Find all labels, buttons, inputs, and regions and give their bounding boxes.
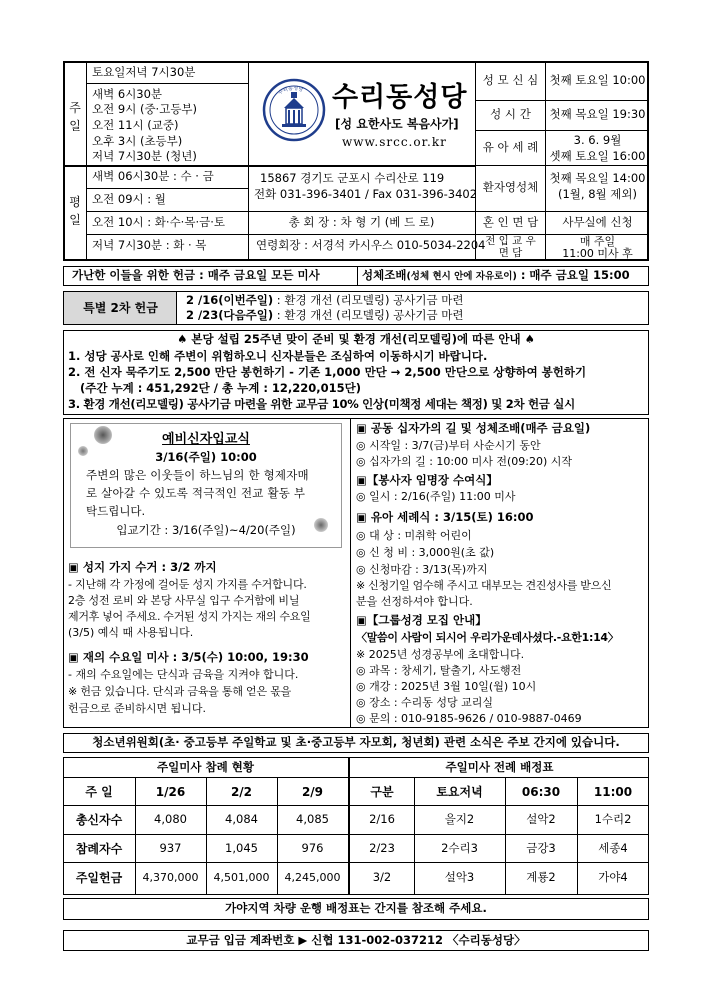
account-footer: 교무금 입금 계좌번호 ▶ 신협 131-002-037212 〈수리동성당〉 bbox=[186, 933, 526, 947]
sunday-mass-0: 토요일저녁 7시30분 bbox=[92, 65, 196, 79]
right-notice-0-line-0: ◎ 시작일 : 3/7(금)부터 사순시기 동안 bbox=[356, 439, 541, 452]
left-notice-0-line-1: 2층 성전 로비 와 본당 사무실 입구 수거함에 비닐 bbox=[68, 594, 300, 607]
youth-notice: 청소년위원회(초· 중고등부 주일학교 및 초·중고등부 자모회, 청년회) 관련 소식은 주보 간지에 있습니다. bbox=[92, 735, 620, 749]
right-notice-3-line-3: ◎ 개강 : 2025년 3월 10일(월) 10시 bbox=[356, 680, 537, 693]
right-value-4: 사무실에 신청 bbox=[562, 215, 633, 229]
weekday-mass-0: 새벽 06시30분 : 수 · 금 bbox=[92, 169, 214, 183]
right-notice-2-line-1: ◎ 신 청 비 : 3,000원(초 값) bbox=[356, 546, 495, 559]
sch-row-2-c0: 3/2 bbox=[372, 870, 392, 884]
sch-row-1-c0: 2/23 bbox=[369, 841, 395, 855]
sch-row-1-c1: 2수리3 bbox=[441, 841, 478, 855]
sunday-mass-5: 저녁 7시30분 (청년) bbox=[92, 149, 197, 163]
sunday-label-1: 주 bbox=[69, 101, 81, 115]
right-label-4: 혼 인 면 담 bbox=[482, 215, 539, 229]
special-text-0: : 환경 개선 (리모델링) 공사기금 마련 bbox=[273, 293, 464, 307]
catechumen-body-1: 로 살아갈 수 있도록 적극적인 전교 활동 부 bbox=[86, 486, 306, 500]
schedule-title: 주일미사 전례 배정표 bbox=[445, 760, 554, 774]
right-notice-title-0: ▣ 공동 십자가의 길 및 성체조배(매주 금요일) bbox=[356, 421, 591, 435]
sch-head-2: 06:30 bbox=[521, 785, 561, 799]
notice-item-1: 1. 성당 공사로 인해 주변이 위험하오니 신자분들은 조심하여 이동하시기 바랍니다. bbox=[68, 349, 488, 363]
left-notice-0-line-2: 제거후 넣어 주세요. 수거된 성지 가지는 재의 수요일 bbox=[68, 610, 311, 623]
weekday-mass-2: 오전 10시 : 화·수·목·금·토 bbox=[92, 215, 225, 229]
notice-item-2-sub: (주간 누계 : 451,292단 / 총 누계 : 12,220,015단) bbox=[80, 381, 362, 395]
right-label-3: 환자영성체 bbox=[482, 180, 539, 194]
catechumen-title: 예비신자입교식 bbox=[162, 432, 250, 447]
sch-row-1-c3: 세종4 bbox=[598, 841, 628, 855]
right-notice-1-line-0: ◎ 일시 : 2/16(주일) 11:00 미사 bbox=[356, 490, 516, 503]
att-row-0-c1: 4,080 bbox=[154, 812, 187, 826]
att-row-1-label: 참례자수 bbox=[75, 842, 123, 856]
right-value-5: 매 주일 bbox=[579, 235, 616, 248]
parish-subtitle: [성 요한사도 복음사가] bbox=[335, 117, 459, 131]
association: 연령회장 : 서경석 카시우스 010-5034-2204 bbox=[256, 238, 486, 252]
attendance-title: 주일미사 참례 현황 bbox=[157, 760, 254, 774]
att-row-1-c1: 937 bbox=[159, 841, 182, 855]
adoration-suffix: : 매주 금요일 15:00 bbox=[516, 268, 630, 282]
right-value-5b: 11:00 미사 후 bbox=[562, 247, 633, 260]
right-label-5b: 면 담 bbox=[498, 247, 523, 259]
right-notice-2-line-0: ◎ 대 상 : 미취학 어린이 bbox=[356, 529, 472, 542]
address: 15867 경기도 군포시 수리산로 119 bbox=[260, 171, 445, 185]
right-notice-2-line-4: 분을 선정하셔야 합니다. bbox=[356, 595, 473, 608]
sch-row-0-c3: 1수리2 bbox=[594, 812, 632, 826]
att-row-0-c2: 4,084 bbox=[225, 812, 258, 826]
special-date-0: 2 /16(이번주일) bbox=[186, 293, 274, 307]
sunday-mass-2: 오전 9시 (중·고등부) bbox=[92, 102, 198, 116]
sch-row-0-c2: 설악2 bbox=[526, 812, 556, 826]
sunday-mass-3: 오전 11시 (교중) bbox=[92, 118, 179, 132]
right-notice-0-line-1: ◎ 십자가의 길 : 10:00 미사 전(09:20) 시작 bbox=[356, 455, 573, 468]
att-row-2-c3: 4,245,000 bbox=[284, 871, 341, 884]
att-row-0-label: 총신자수 bbox=[75, 813, 123, 827]
right-notice-2-line-2: ◎ 신청마감 : 3/13(목)까지 bbox=[356, 563, 488, 576]
att-head-0: 주 일 bbox=[85, 785, 113, 799]
pastor: 총 회 장 : 차 형 기 (베 드 로) bbox=[288, 215, 435, 229]
att-row-0-c3: 4,085 bbox=[296, 812, 329, 826]
left-notice-title-0: ▣ 성지 가지 수거 : 3/2 까지 bbox=[68, 560, 217, 574]
website[interactable]: www.srcc.or.kr bbox=[342, 135, 447, 149]
weekday-mass-1: 오전 09시 : 월 bbox=[92, 192, 166, 206]
catechumen-date: 3/16(주일) 10:00 bbox=[155, 450, 257, 464]
right-value-3: 첫째 목요일 14:00 bbox=[549, 171, 646, 185]
left-notice-0-line-3: (3/5) 예식 때 사용됩니다. bbox=[68, 626, 194, 639]
right-notice-2-line-3: ※ 신청기일 엄수해 주시고 대부모는 견진성사를 받으신 bbox=[356, 579, 612, 592]
right-notice-title-3: ▣【그룹성경 모집 안내】 bbox=[356, 613, 487, 627]
catechumen-body-2: 탁드립니다. bbox=[86, 504, 146, 518]
church-logo bbox=[262, 78, 326, 142]
right-label-1: 성 시 간 bbox=[490, 107, 531, 121]
sch-row-2-c3: 가야4 bbox=[598, 870, 628, 884]
right-value-3b: (1월, 8월 제외) bbox=[557, 187, 637, 201]
att-row-1-c2: 1,045 bbox=[225, 841, 258, 855]
right-notice-3-line-4: ◎ 장소 : 수리동 성당 교리실 bbox=[356, 696, 494, 709]
adoration-small: (성체 현시 안에 자유로이) bbox=[406, 271, 517, 282]
sunday-label-2: 일 bbox=[69, 119, 81, 133]
att-row-2-label: 주일헌금 bbox=[75, 871, 123, 885]
sch-row-1-c2: 금강3 bbox=[526, 841, 556, 855]
left-notice-1-line-1: ※ 헌금 있습니다. 단식과 금육을 통해 얻은 몫을 bbox=[68, 685, 292, 698]
vehicle-notice: 가야지역 차량 운행 배정표는 간지를 참조해 주세요. bbox=[225, 901, 487, 915]
left-notice-title-1: ▣ 재의 수요일 미사 : 3/5(수) 10:00, 19:30 bbox=[68, 650, 309, 664]
adoration-prefix: 성체조배 bbox=[362, 268, 407, 282]
att-row-2-c2: 4,501,000 bbox=[213, 871, 270, 884]
weekday-mass-3: 저녁 7시30분 : 화 · 목 bbox=[92, 238, 207, 252]
right-notice-title-1: ▣【봉사자 임명장 수여식】 bbox=[356, 473, 498, 487]
att-head-1: 1/26 bbox=[155, 785, 186, 799]
special-text-1: : 환경 개선 (리모델링) 공사기금 마련 bbox=[273, 308, 464, 322]
right-label-5: 전 입 교 우 bbox=[485, 235, 536, 247]
att-head-3: 2/9 bbox=[301, 785, 324, 799]
sunday-mass-1: 새벽 6시30분 bbox=[92, 87, 163, 101]
sch-head-1: 토요저녁 bbox=[436, 785, 483, 799]
adoration-notice bbox=[362, 270, 630, 282]
left-notice-1-line-0: - 재의 수요일에는 단식과 금육을 지켜야 합니다. bbox=[68, 668, 299, 681]
notice-item-2: 2. 전 신자 묵주기도 2,500 만단 봉헌하기 - 기존 1,000 만단 → 2,500 만단으로 상향하여 봉헌하기 bbox=[68, 365, 587, 379]
sch-row-0-c1: 을지2 bbox=[444, 812, 475, 826]
right-value-1: 첫째 목요일 19:30 bbox=[549, 107, 646, 121]
weekday-label-1: 평 bbox=[69, 195, 81, 209]
sch-row-2-c2: 계룡2 bbox=[526, 870, 556, 884]
right-value-2: 3. 6. 9월 bbox=[573, 133, 622, 147]
notice-title: ♠ 본당 설립 25주년 맞이 준비 및 환경 개선(리모델링)에 따른 안내 ♠ bbox=[177, 332, 535, 346]
att-head-2: 2/2 bbox=[230, 785, 253, 799]
right-value-2b: 셋째 토요일 16:00 bbox=[549, 149, 646, 163]
right-label-0: 성 모 신 심 bbox=[482, 73, 539, 87]
special-row-0 bbox=[186, 295, 463, 307]
right-notice-title-2: ▣ 유아 세례식 : 3/15(토) 16:00 bbox=[356, 510, 534, 524]
att-row-1-c3: 976 bbox=[301, 841, 324, 855]
weekday-label-2: 일 bbox=[69, 213, 81, 227]
sunday-mass-4: 오후 3시 (초등부) bbox=[92, 134, 183, 148]
sch-row-0-c0: 2/16 bbox=[369, 812, 395, 826]
special-row-1 bbox=[186, 310, 463, 322]
phone: 전화 031-396-3401 / Fax 031-396-3402 bbox=[254, 187, 478, 201]
sch-row-2-c1: 설악3 bbox=[444, 870, 475, 884]
special-offering-label: 특별 2차 헌금 bbox=[83, 301, 158, 315]
right-notice-3-line-1: ※ 2025년 성경공부에 초대합니다. bbox=[356, 648, 525, 661]
poor-offering: 가난한 이들을 위한 헌금 : 매주 금요일 모든 미사 bbox=[72, 268, 320, 282]
catechumen-body-0: 주변의 많은 이웃들이 하느님의 한 형제자매 bbox=[86, 468, 309, 482]
att-row-2-c1: 4,370,000 bbox=[142, 871, 199, 884]
church-name: 수리동성당 bbox=[332, 82, 468, 113]
sch-head-3: 11:00 bbox=[593, 785, 633, 799]
logo-text: 수리동성당 bbox=[277, 85, 304, 97]
sch-head-0: 구분 bbox=[370, 785, 394, 799]
left-notice-1-line-2: 헌금으로 준비하시면 됩니다. bbox=[68, 702, 207, 715]
right-notice-3-line-5: ◎ 문의 : 010-9185-9626 / 010-9887-0469 bbox=[356, 712, 582, 725]
left-notice-0-line-0: - 지난해 각 가정에 걸어둔 성지 가지를 수거합니다. bbox=[68, 578, 307, 591]
right-value-0: 첫째 토요일 10:00 bbox=[549, 73, 646, 87]
right-label-2: 유 아 세 례 bbox=[482, 140, 539, 154]
notice-item-3: 3. 환경 개선(리모델링) 공사기금 마련을 위한 교무금 10% 인상(미책정 세대는 책정) 및 2차 헌금 실시 bbox=[68, 397, 575, 411]
right-notice-3-line-2: ◎ 과목 : 창세기, 탈출기, 사도행전 bbox=[356, 664, 522, 677]
right-notice-3-line-0: 〈말씀이 사람이 되시어 우리가운데사셨다.-요한1:14〉 bbox=[356, 631, 619, 644]
catechumen-period: 입교기간 : 3/16(주일)~4/20(주일) bbox=[116, 523, 296, 537]
special-date-1: 2 /23(다음주일) bbox=[186, 308, 274, 322]
